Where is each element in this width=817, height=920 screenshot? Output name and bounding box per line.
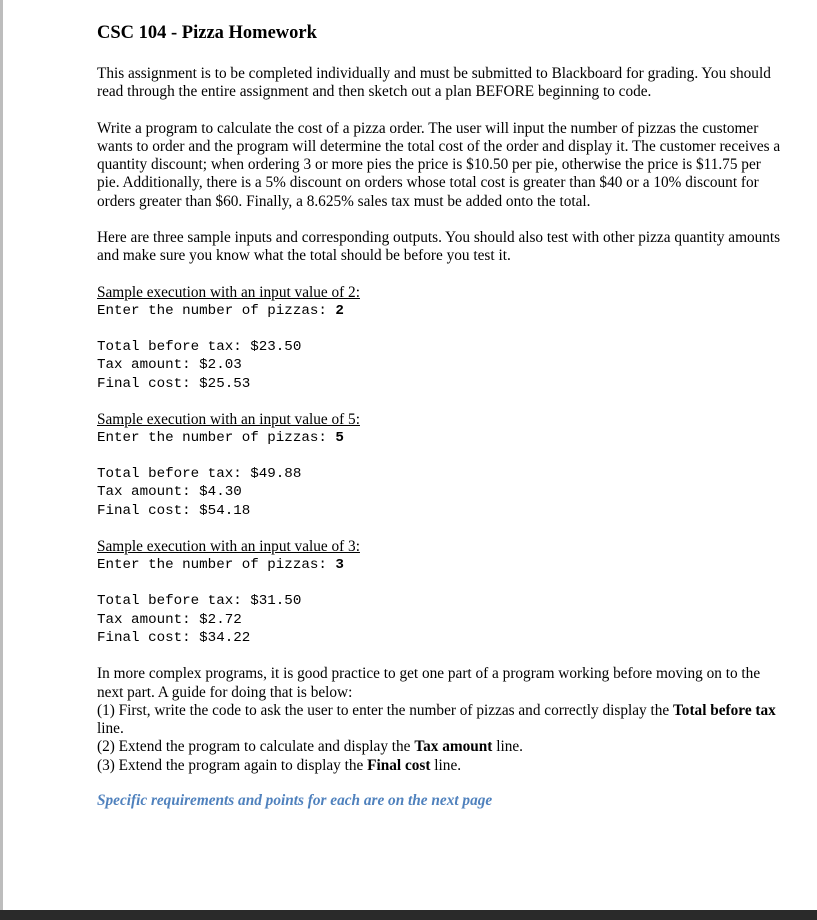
prompt-text: Enter the number of pizzas: <box>97 429 336 446</box>
prompt-line <box>97 429 787 447</box>
document-page <box>97 22 787 810</box>
intro-paragraph: This assignment is to be completed individually and must be submitted to Blackboard for grading. You should read through the entire assignment and then sketch out a plan BEFORE beginning to code. <box>97 65 771 101</box>
guide-step-3 <box>97 757 787 775</box>
user-input: 3 <box>335 557 344 574</box>
step-emphasis: Final cost <box>367 756 431 774</box>
tax-amount-line: Tax amount: $2.72 <box>97 611 242 628</box>
sample-heading: Sample execution with an input value of 2: <box>97 283 360 301</box>
page-left-edge <box>0 0 3 910</box>
tax-amount-line: Tax amount: $4.30 <box>97 484 242 501</box>
guide-step-1 <box>97 702 787 739</box>
step-text: line. <box>492 738 523 756</box>
step-emphasis: Total before tax <box>673 701 776 719</box>
step-text: line. <box>430 756 462 774</box>
total-before-tax-line: Total before tax: $31.50 <box>97 593 302 610</box>
user-input: 5 <box>335 429 344 446</box>
sample-execution-2 <box>97 411 787 520</box>
total-before-tax-line: Total before tax: $23.50 <box>97 338 302 355</box>
sample-execution-3 <box>97 538 787 647</box>
final-cost-line: Final cost: $34.22 <box>97 629 251 646</box>
user-input: 2 <box>335 302 344 319</box>
tax-amount-line: Tax amount: $2.03 <box>97 357 242 374</box>
sample-heading: Sample execution with an input value of 5: <box>97 410 360 428</box>
step-text: (3) Extend the program again to display the <box>97 756 368 774</box>
prompt-line <box>97 302 787 320</box>
samples-intro-paragraph: Here are three sample inputs and corresponding outputs. You should also test with other pizza quantity amounts and make sure you know what the total should be before you test it. <box>97 229 781 265</box>
guide-step-2 <box>97 738 787 756</box>
prompt-line <box>97 556 787 574</box>
description-paragraph: Write a program to calculate the cost of a pizza order. The user will input the number of pizzas the customer wants to order and the program will determine the total cost of the order and display it. The customer receives a quantity discount; when ordering 3 or more pies the price is $10.50 per pie, otherwise the price is $11.75 per pie. Additionally, there is a 5% discount on orders whose total cost is greater than $40 or a 10% discount for orders greater than $60. Finally, a 8.625% sales tax must be added onto the total. <box>97 119 781 210</box>
prompt-text: Enter the number of pizzas: <box>97 557 336 574</box>
guide-intro: In more complex programs, it is good practice to get one part of a program working before moving on to the next part. A guide for doing that is below: <box>97 665 761 701</box>
total-before-tax-line: Total before tax: $49.88 <box>97 466 302 483</box>
guide-section <box>97 665 787 775</box>
prompt-text: Enter the number of pizzas: <box>97 302 336 319</box>
final-cost-line: Final cost: $54.18 <box>97 502 251 519</box>
bottom-bar <box>0 910 817 920</box>
step-text: line. <box>97 720 124 738</box>
page-title: CSC 104 - Pizza Homework <box>97 23 317 43</box>
sample-heading: Sample execution with an input value of 3: <box>97 538 360 556</box>
step-emphasis: Tax amount <box>414 738 493 756</box>
step-text: (2) Extend the program to calculate and display the <box>97 738 415 756</box>
next-page-note: Specific requirements and points for each are on the next page <box>97 792 493 810</box>
sample-execution-1 <box>97 284 787 393</box>
final-cost-line: Final cost: $25.53 <box>97 375 251 392</box>
step-text: (1) First, write the code to ask the user to enter the number of pizzas and correctly display the <box>97 701 673 719</box>
